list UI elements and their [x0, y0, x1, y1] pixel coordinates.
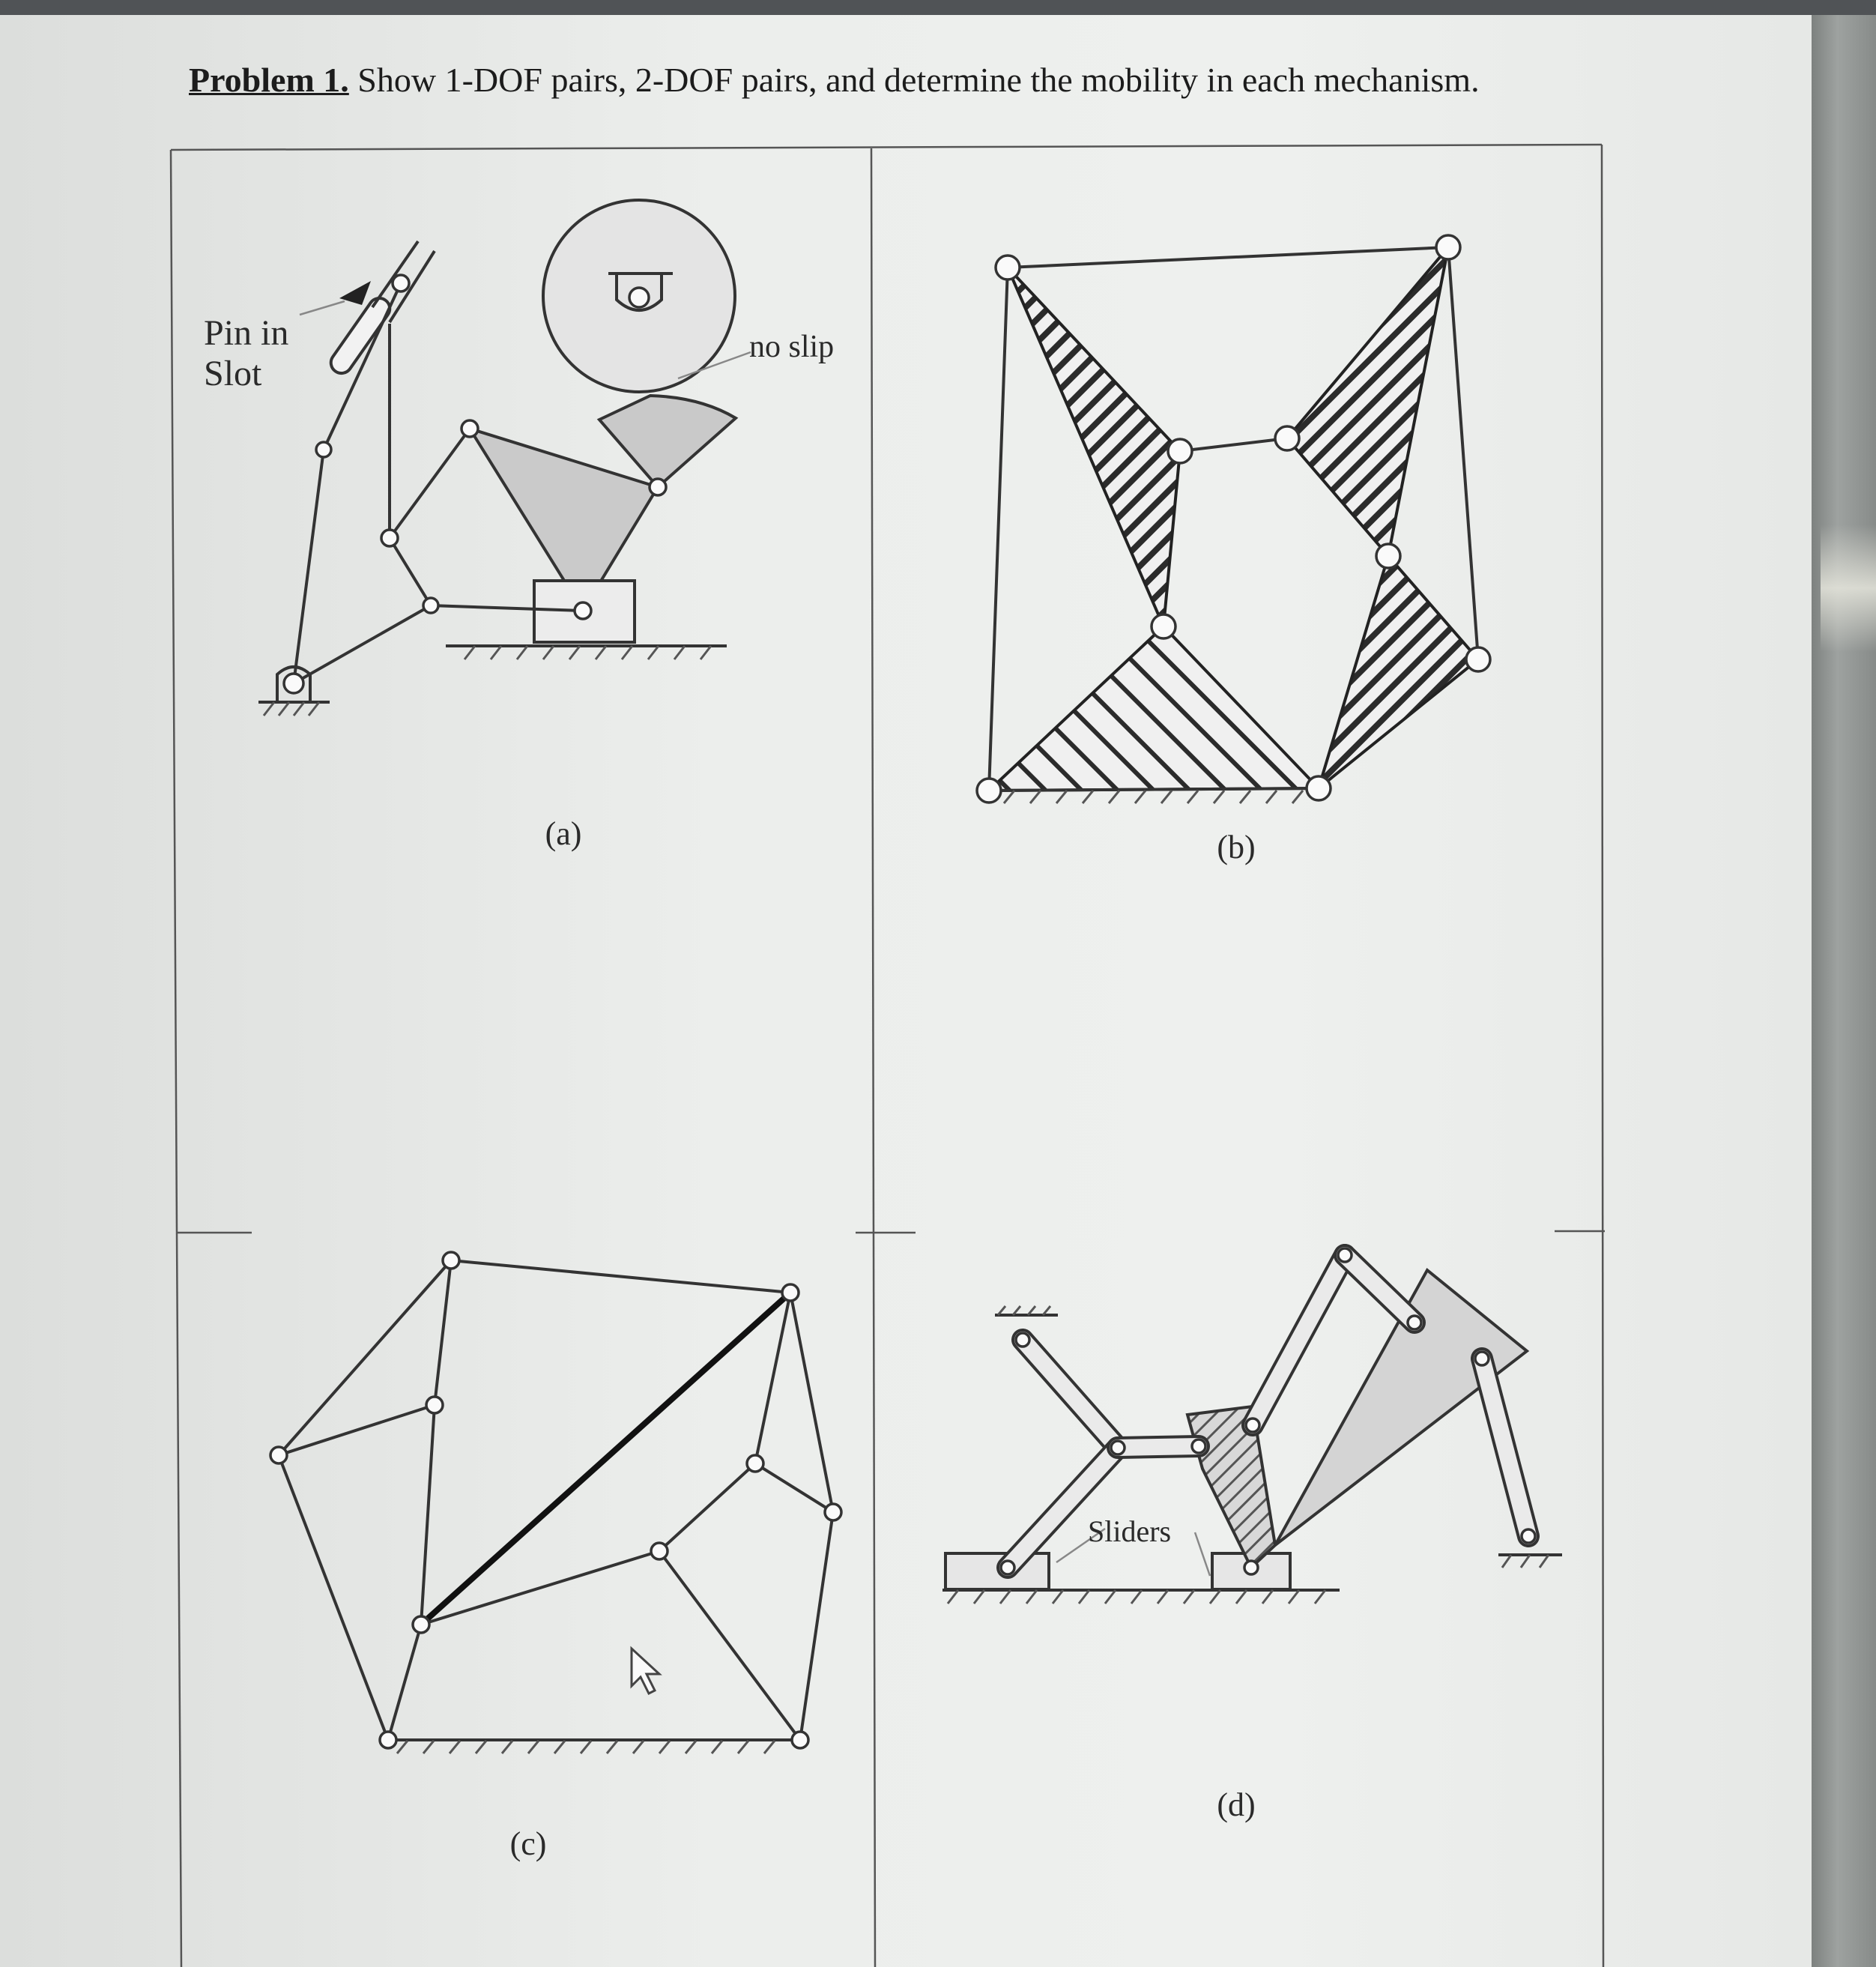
top-ground-d	[995, 1306, 1058, 1315]
pin-leader	[300, 301, 345, 315]
hatched-link-bottom	[989, 626, 1319, 791]
caption-d: (d)	[1217, 1786, 1256, 1823]
right-rocker	[1482, 1359, 1528, 1536]
links-c	[279, 1260, 833, 1740]
ground-d	[942, 1590, 1340, 1604]
figure-a	[204, 200, 834, 852]
hatched-link-upper-right	[1287, 247, 1448, 556]
monitor-bezel	[1812, 15, 1876, 1967]
caption-c: (c)	[509, 1825, 547, 1862]
sliders-leader-right	[1195, 1532, 1210, 1576]
figure-b	[977, 235, 1490, 865]
slot-member	[327, 294, 393, 377]
lower-left-link	[1008, 1448, 1118, 1568]
grid-center-divider	[871, 148, 875, 1967]
caption-a: (a)	[545, 815, 582, 852]
coupler-d	[1118, 1446, 1199, 1448]
hatched-link-upper-left	[1008, 268, 1180, 626]
thick-diagonal-link	[421, 1293, 790, 1625]
sliders-label: Sliders	[1088, 1514, 1172, 1548]
caption-b: (b)	[1217, 829, 1256, 865]
no-slip-label: no slip	[749, 330, 835, 364]
gear-sector	[599, 396, 736, 487]
pin-in-slot-label-line2: Slot	[204, 354, 262, 393]
ground-right	[446, 646, 727, 659]
link-to-triangle	[390, 429, 470, 538]
top-link	[1345, 1255, 1414, 1323]
screen-glare	[1821, 525, 1876, 652]
grid-right-border	[1602, 145, 1603, 1967]
figure-d	[942, 1248, 1562, 1823]
upper-left-link	[1023, 1340, 1118, 1448]
mouse-cursor-icon	[632, 1649, 659, 1693]
tall-link	[1253, 1255, 1345, 1425]
ground-c	[397, 1741, 775, 1753]
pin-crank-lower	[294, 450, 324, 683]
pin-in-slot-label-line1: Pin in	[204, 313, 289, 353]
short-link	[390, 538, 431, 605]
grid-lower-left-border	[177, 1233, 181, 1967]
hatched-link-right	[1319, 556, 1478, 788]
grid-left-border	[171, 150, 177, 1233]
figure-c	[270, 1252, 841, 1862]
right-ground-d	[1498, 1555, 1562, 1568]
ground-b	[1004, 791, 1303, 803]
grid-top-border	[171, 145, 1602, 150]
problem-label: Problem 1.	[189, 61, 349, 99]
problem-text: Show 1-DOF pairs, 2-DOF pairs, and determine the mobility in each mechanism.	[357, 61, 1480, 99]
ground-crank	[294, 605, 431, 683]
